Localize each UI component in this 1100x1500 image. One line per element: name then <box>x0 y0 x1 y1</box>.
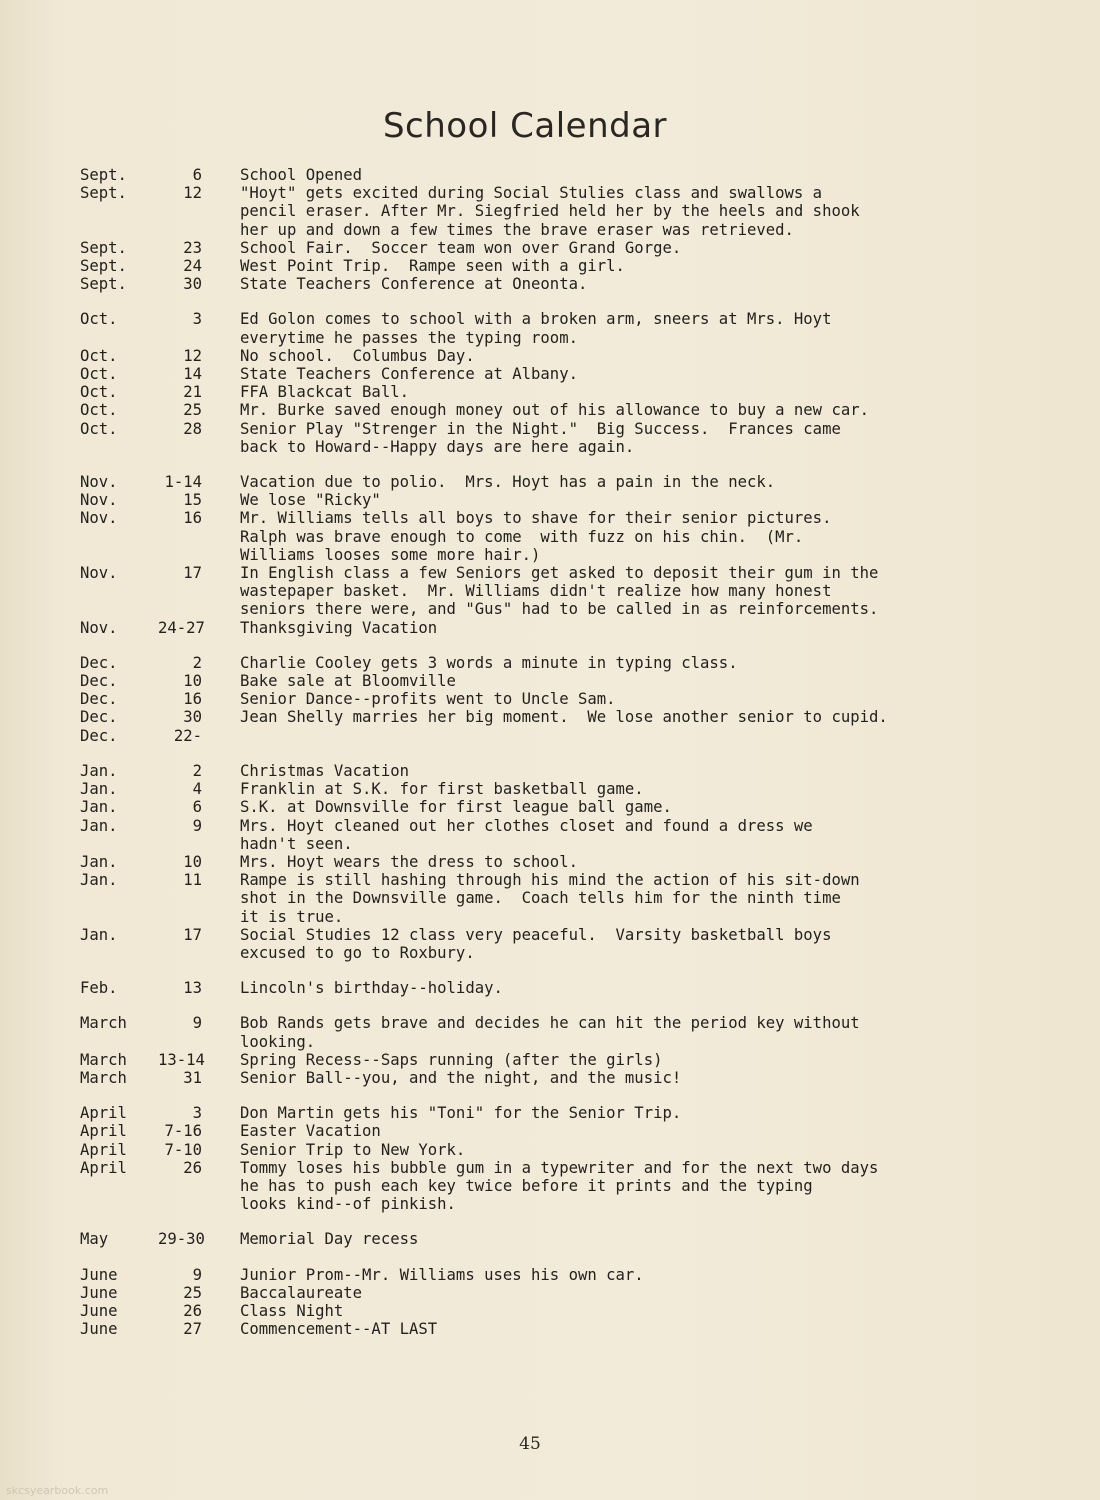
entry-text: Baccalaureate <box>240 1283 363 1302</box>
calendar-entry <box>80 1122 1010 1140</box>
entry-month: Dec. <box>80 690 118 709</box>
entry-text: Bob Rands gets brave and decides he can hit the period key without looking. <box>240 1014 860 1051</box>
entry-day: 9 <box>192 1014 202 1033</box>
entry-month: April <box>80 1140 127 1159</box>
entry-text: Senior Dance--profits went to Uncle Sam. <box>240 690 616 709</box>
calendar-entry <box>80 1069 1010 1087</box>
calendar-entry <box>80 708 1010 726</box>
calendar-entry <box>80 690 1010 708</box>
entry-text: Jean Shelly marries her big moment. We lose another senior to cupid. <box>240 708 888 727</box>
calendar-entry <box>80 184 1010 239</box>
entry-month: June <box>80 1265 118 1284</box>
month-group <box>80 654 1010 745</box>
entry-text: State Teachers Conference at Albany. <box>240 365 578 384</box>
calendar-entry <box>80 401 1010 419</box>
entry-month: Dec. <box>80 672 118 691</box>
entry-day: 7-10 <box>164 1140 202 1159</box>
entry-day: 11 <box>183 871 202 890</box>
entry-text: Mrs. Hoyt cleaned out her clothes closet and found a dress we hadn't seen. <box>240 816 813 853</box>
entry-month: Sept. <box>80 257 127 276</box>
month-group <box>80 762 1010 962</box>
calendar-entry <box>80 1159 1010 1214</box>
month-group <box>80 1230 1010 1248</box>
entry-month: Jan. <box>80 798 118 817</box>
entry-text: S.K. at Downsville for first league ball game. <box>240 798 672 817</box>
entry-text: In English class a few Seniors get asked to deposit their gum in the wastepaper basket. Mr. Williams didn't realize how many honest seniors there were, and "Gus" had to be called in as reinforcements. <box>240 564 879 619</box>
calendar-entry <box>80 383 1010 401</box>
entry-text: Don Martin gets his "Toni" for the Senior Trip. <box>240 1104 682 1123</box>
entry-month: Nov. <box>80 473 118 492</box>
calendar-entry <box>80 365 1010 383</box>
entry-day: 6 <box>192 166 202 184</box>
entry-month: Sept. <box>80 184 127 203</box>
page-title: School Calendar <box>382 106 668 146</box>
calendar-entry <box>80 1141 1010 1159</box>
entry-text: Mr. Burke saved enough money out of his allowance to buy a new car. <box>240 401 870 420</box>
entry-day: 17 <box>183 925 202 944</box>
entry-month: Jan. <box>80 816 118 835</box>
entry-day: 17 <box>183 564 202 583</box>
calendar-entry <box>80 762 1010 780</box>
entry-text: Senior Ball--you, and the night, and the music! <box>240 1068 682 1087</box>
entry-month: April <box>80 1104 127 1123</box>
entry-month: June <box>80 1301 118 1320</box>
calendar-entry <box>80 871 1010 926</box>
entry-month: Oct. <box>80 365 118 384</box>
entry-day: 26 <box>183 1301 202 1320</box>
entry-day: 22- <box>173 726 202 745</box>
entry-day: 29-30 <box>158 1230 205 1249</box>
entry-text: Social Studies 12 class very peaceful. Varsity basketball boys excused to go to Roxbury. <box>240 925 832 962</box>
entry-day: 30 <box>183 708 202 727</box>
entry-text: Thanksgiving Vacation <box>240 618 438 637</box>
entry-month: June <box>80 1283 118 1302</box>
entry-day: 15 <box>183 491 202 510</box>
calendar-entry <box>80 926 1010 962</box>
calendar-entry <box>80 798 1010 816</box>
entry-month: March <box>80 1014 127 1033</box>
month-group <box>80 1014 1010 1087</box>
calendar-entry <box>80 1320 1010 1338</box>
calendar-entry <box>80 347 1010 365</box>
calendar-entry <box>80 979 1010 997</box>
entry-text: Mr. Williams tells all boys to shave for their senior pictures. Ralph was brave enough to come with fuzz on his chin. (Mr. Williams looses some more hair.) <box>240 509 832 564</box>
entry-month: May <box>80 1230 109 1249</box>
entry-text: Vacation due to polio. Mrs. Hoyt has a pain in the neck. <box>240 473 776 492</box>
calendar-entry <box>80 1284 1010 1302</box>
entry-month: Jan. <box>80 871 118 890</box>
entry-month: Jan. <box>80 925 118 944</box>
calendar-entry <box>80 239 1010 257</box>
entry-day: 12 <box>183 346 202 365</box>
entry-day: 23 <box>183 238 202 257</box>
entry-text: Christmas Vacation <box>240 761 409 780</box>
calendar-entry <box>80 1014 1010 1050</box>
entry-month: Nov. <box>80 509 118 528</box>
calendar-entry <box>80 727 1010 745</box>
entry-month: Sept. <box>80 166 127 184</box>
calendar-entry <box>80 257 1010 275</box>
entry-month: Oct. <box>80 383 118 402</box>
page-number: 45 <box>519 1434 541 1454</box>
entry-text: Easter Vacation <box>240 1122 381 1141</box>
entry-day: 13-14 <box>158 1050 205 1069</box>
entry-month: Jan. <box>80 852 118 871</box>
entry-day: 3 <box>192 1104 202 1123</box>
entry-day: 1-14 <box>164 473 202 492</box>
calendar-list <box>80 166 1010 1338</box>
calendar-entry <box>80 491 1010 509</box>
entry-text: West Point Trip. Rampe seen with a girl. <box>240 257 625 276</box>
entry-day: 16 <box>183 690 202 709</box>
entry-day: 9 <box>192 1265 202 1284</box>
calendar-entry <box>80 817 1010 853</box>
calendar-entry <box>80 1266 1010 1284</box>
entry-text: No school. Columbus Day. <box>240 346 475 365</box>
entry-day: 31 <box>183 1068 202 1087</box>
entry-text: State Teachers Conference at Oneonta. <box>240 275 588 294</box>
entry-day: 25 <box>183 401 202 420</box>
entry-month: March <box>80 1050 127 1069</box>
entry-text: Charlie Cooley gets 3 words a minute in typing class. <box>240 653 738 672</box>
entry-text: Memorial Day recess <box>240 1230 419 1249</box>
calendar-entry <box>80 619 1010 637</box>
entry-month: Sept. <box>80 275 127 294</box>
calendar-entry <box>80 420 1010 456</box>
entry-day: 10 <box>183 672 202 691</box>
month-group <box>80 473 1010 637</box>
calendar-entry <box>80 672 1010 690</box>
entry-day: 9 <box>192 816 202 835</box>
entry-text: We lose "Ricky" <box>240 491 381 510</box>
entry-text: Senior Trip to New York. <box>240 1140 466 1159</box>
calendar-entry <box>80 780 1010 798</box>
entry-day: 26 <box>183 1158 202 1177</box>
entry-month: Oct. <box>80 401 118 420</box>
entry-text: Spring Recess--Saps running (after the girls) <box>240 1050 663 1069</box>
calendar-entry <box>80 1230 1010 1248</box>
entry-month: Oct. <box>80 346 118 365</box>
entry-month: June <box>80 1320 118 1339</box>
calendar-entry <box>80 564 1010 619</box>
entry-month: Dec. <box>80 653 118 672</box>
entry-month: April <box>80 1158 127 1177</box>
watermark: skcsyearbook.com <box>6 1484 109 1497</box>
entry-text: Rampe is still hashing through his mind the action of his sit-down shot in the Downsville game. Coach tells him for the ninth time it is true. <box>240 871 860 926</box>
calendar-entry <box>80 473 1010 491</box>
entry-text: School Fair. Soccer team won over Grand Gorge. <box>240 238 682 257</box>
entry-day: 6 <box>192 798 202 817</box>
entry-day: 14 <box>183 365 202 384</box>
entry-text <box>240 727 1010 745</box>
entry-text: "Hoyt" gets excited during Social Stulies class and swallows a pencil eraser. After Mr. Siegfried held her by the heels and shook her up and down a few times the brave eraser was retrieved. <box>240 184 860 239</box>
entry-month: Jan. <box>80 780 118 799</box>
entry-month: Oct. <box>80 310 118 329</box>
month-group <box>80 1104 1010 1213</box>
entry-month: Oct. <box>80 419 118 438</box>
entry-day: 13 <box>183 979 202 998</box>
entry-text: Commencement--AT LAST <box>240 1320 438 1339</box>
entry-month: Jan. <box>80 761 118 780</box>
entry-text: Junior Prom--Mr. Williams uses his own car. <box>240 1265 644 1284</box>
entry-day: 2 <box>192 761 202 780</box>
entry-month: Nov. <box>80 491 118 510</box>
entry-day: 28 <box>183 419 202 438</box>
entry-day: 24-27 <box>158 618 205 637</box>
calendar-entry <box>80 310 1010 346</box>
entry-text: Senior Play "Strenger in the Night." Big Success. Frances came back to Howard--Happy days are here again. <box>240 419 841 456</box>
entry-text: Lincoln's birthday--holiday. <box>240 979 503 998</box>
entry-day: 4 <box>192 780 202 799</box>
month-group <box>80 1266 1010 1339</box>
entry-text: Mrs. Hoyt wears the dress to school. <box>240 852 578 871</box>
calendar-entry <box>80 853 1010 871</box>
calendar-entry <box>80 166 1010 184</box>
entry-day: 7-16 <box>164 1122 202 1141</box>
entry-month: Dec. <box>80 726 118 745</box>
entry-month: March <box>80 1068 127 1087</box>
entry-day: 2 <box>192 653 202 672</box>
entry-text: Tommy loses his bubble gum in a typewriter and for the next two days he has to push each key twice before it prints and the typing looks kind--of pinkish. <box>240 1158 879 1214</box>
calendar-entry <box>80 275 1010 293</box>
calendar-entry <box>80 654 1010 672</box>
month-group <box>80 166 1010 293</box>
entry-text: Franklin at S.K. for first basketball game. <box>240 780 644 799</box>
entry-month: April <box>80 1122 127 1141</box>
entry-text: Ed Golon comes to school with a broken arm, sneers at Mrs. Hoyt everytime he passes the typing room. <box>240 310 832 347</box>
entry-day: 16 <box>183 509 202 528</box>
entry-day: 24 <box>183 257 202 276</box>
entry-day: 10 <box>183 852 202 871</box>
entry-day: 25 <box>183 1283 202 1302</box>
entry-month: Dec. <box>80 708 118 727</box>
calendar-entry <box>80 1302 1010 1320</box>
entry-month: Nov. <box>80 618 118 637</box>
entry-month: Feb. <box>80 979 118 998</box>
entry-day: 3 <box>192 310 202 329</box>
entry-day: 12 <box>183 184 202 203</box>
month-group <box>80 310 1010 456</box>
entry-text: Class Night <box>240 1301 344 1320</box>
entry-day: 30 <box>183 275 202 294</box>
entry-day: 21 <box>183 383 202 402</box>
entry-month: Nov. <box>80 564 118 583</box>
entry-day: 27 <box>183 1320 202 1339</box>
entry-text: School Opened <box>240 166 363 184</box>
entry-text: FFA Blackcat Ball. <box>240 383 409 402</box>
entry-month: Sept. <box>80 238 127 257</box>
month-group <box>80 979 1010 997</box>
calendar-entry <box>80 1051 1010 1069</box>
calendar-entry <box>80 1104 1010 1122</box>
calendar-entry <box>80 509 1010 564</box>
entry-text: Bake sale at Bloomville <box>240 672 456 691</box>
